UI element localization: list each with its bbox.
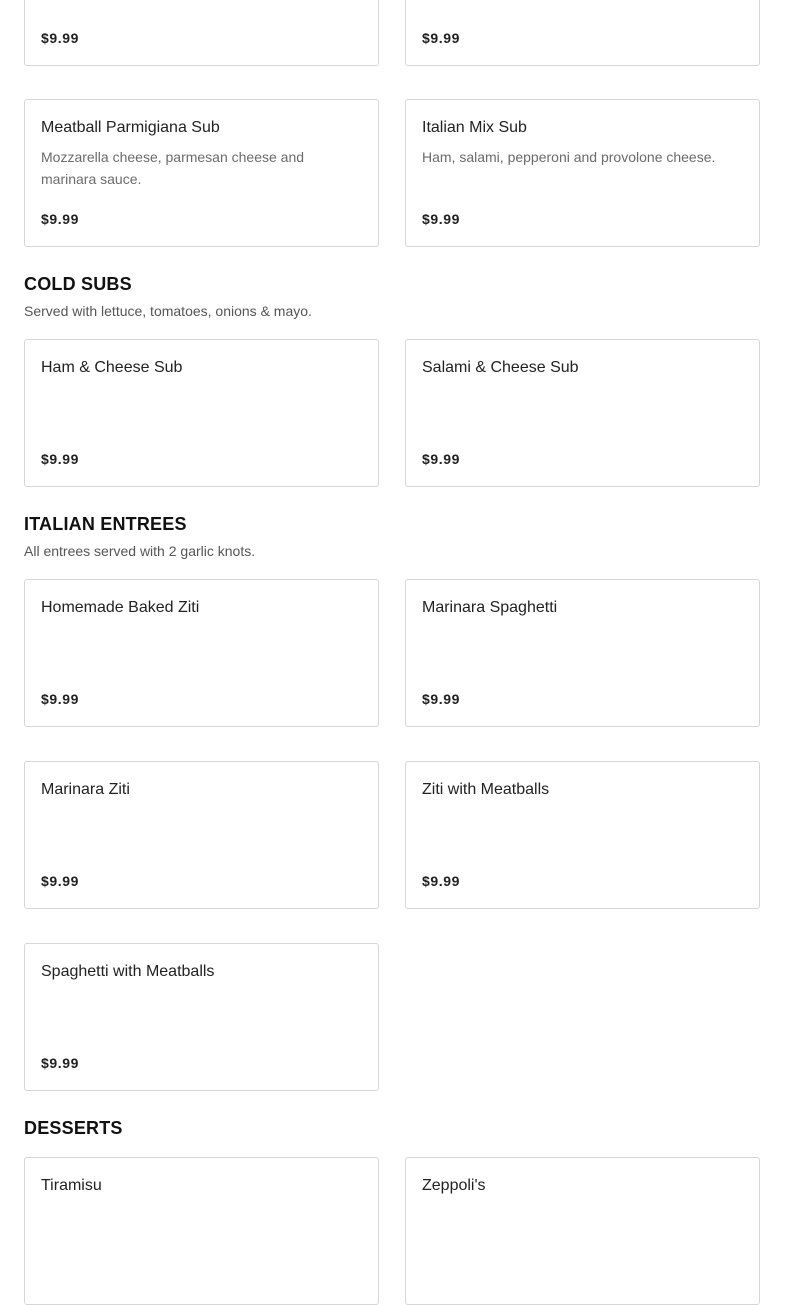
menu-item-card[interactable] — [24, 99, 379, 247]
section-note-cold-subs: Served with lettuce, tomatoes, onions & mayo. — [24, 303, 312, 319]
menu-item-card[interactable] — [24, 579, 379, 727]
menu-item-card[interactable] — [405, 761, 760, 909]
item-price: $9.99 — [422, 30, 461, 46]
item-name: Homemade Baked Ziti — [41, 599, 200, 616]
section-title-desserts: DESSERTS — [24, 1118, 123, 1138]
section-title-italian-entrees: ITALIAN ENTREES — [24, 514, 187, 534]
menu-item-card[interactable] — [24, 761, 379, 909]
item-name: Zeppoli's — [422, 1177, 486, 1194]
item-name: Salami & Cheese Sub — [422, 359, 579, 376]
menu-item-card[interactable] — [24, 339, 379, 487]
item-price: $9.99 — [41, 211, 80, 227]
item-name: Marinara Spaghetti — [422, 599, 558, 616]
item-name: Ham & Cheese Sub — [41, 359, 183, 376]
menu-item-card[interactable] — [405, 1157, 760, 1305]
item-price: $9.99 — [422, 873, 461, 889]
item-name: Spaghetti with Meatballs — [41, 963, 215, 980]
menu-item-card[interactable] — [24, 943, 379, 1091]
item-name: Tiramisu — [41, 1177, 102, 1194]
item-price: $9.99 — [422, 211, 461, 227]
item-price: $9.99 — [422, 451, 461, 467]
item-price: $9.99 — [41, 1055, 80, 1071]
item-price: $9.99 — [41, 451, 80, 467]
item-price: $9.99 — [422, 691, 461, 707]
item-description: Mozzarella cheese, parmesan cheese and marinara sauce. — [41, 149, 305, 187]
menu-item-card[interactable] — [405, 99, 760, 247]
item-name: Meatball Parmigiana Sub — [41, 119, 220, 136]
item-name: Ziti with Meatballs — [422, 781, 550, 798]
item-price: $9.99 — [41, 691, 80, 707]
item-description: Ham, salami, pepperoni and provolone cheese. — [422, 149, 716, 165]
item-price: $9.99 — [41, 30, 80, 46]
menu-item-card[interactable] — [405, 0, 760, 66]
section-note-italian-entrees: All entrees served with 2 garlic knots. — [24, 543, 256, 559]
item-price: $9.99 — [41, 873, 80, 889]
menu-item-card[interactable] — [24, 1157, 379, 1305]
menu-item-card[interactable] — [405, 579, 760, 727]
item-name: Marinara Ziti — [41, 781, 130, 798]
item-name: Italian Mix Sub — [422, 119, 527, 136]
section-title-cold-subs: COLD SUBS — [24, 274, 132, 294]
menu-item-card[interactable] — [24, 0, 379, 66]
menu-item-card[interactable] — [405, 339, 760, 487]
